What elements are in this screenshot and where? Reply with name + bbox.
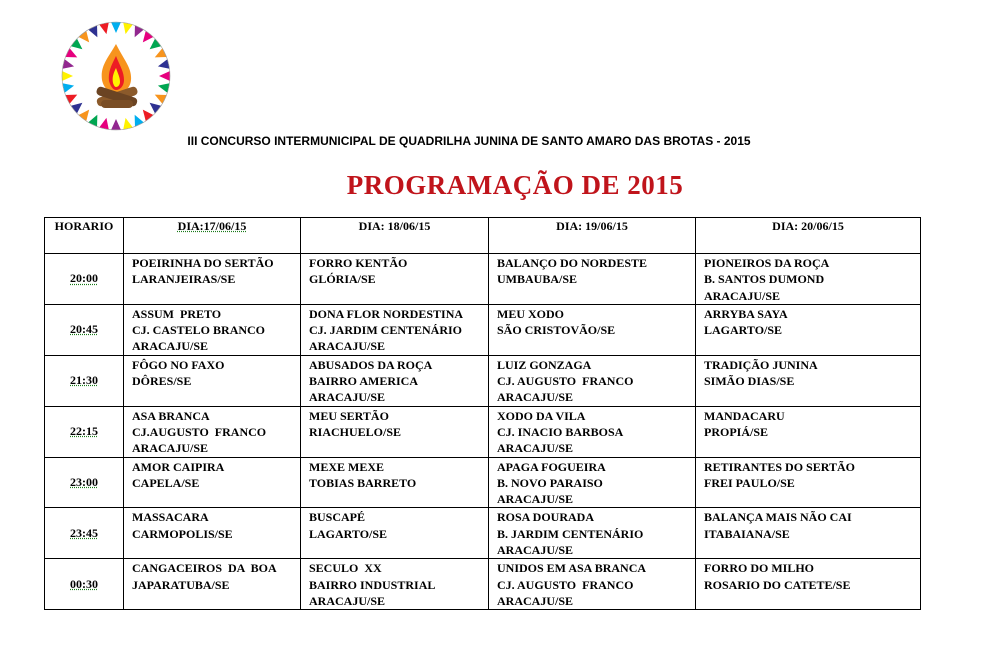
table-row	[45, 559, 921, 610]
group-name: XODO DA VILA	[497, 408, 586, 423]
time-cell	[45, 406, 124, 457]
group-name: SECULO XX	[309, 561, 382, 576]
group-name: MEU SERTÃO	[309, 408, 389, 423]
group-name: LUIZ GONZAGA	[497, 357, 592, 372]
group-location: B. NOVO PARAISO	[497, 475, 603, 490]
group-location: CAPELA/SE	[132, 475, 200, 490]
group-name: APAGA FOGUEIRA	[497, 459, 606, 474]
time-cell	[45, 355, 124, 406]
header-label: DIA: 19/06/15	[556, 219, 628, 233]
group-name: ASSUM PRETO	[132, 306, 222, 321]
quadrilha-cell	[696, 457, 921, 508]
group-location: TOBIAS BARRETO	[309, 475, 417, 490]
quadrilha-cell	[301, 508, 489, 559]
header-day-1	[124, 218, 301, 254]
group-name: FORRO KENTÃO	[309, 256, 408, 270]
header-horario	[45, 218, 124, 254]
group-location: CJ. AUGUSTO FRANCO	[497, 374, 634, 389]
time-cell	[45, 508, 124, 559]
header-label: DIA:17/06/15	[177, 219, 247, 233]
group-name: ARRYBA SAYA	[704, 306, 788, 321]
group-location: RIACHUELO/SE	[309, 424, 402, 439]
group-location: ITABAIANA/SE	[704, 526, 790, 541]
table-row	[45, 355, 921, 406]
quadrilha-cell	[124, 559, 301, 610]
group-location: LAGARTO/SE	[309, 526, 388, 541]
group-location: UMBAUBA/SE	[497, 272, 578, 287]
group-name: FORRO DO MILHO	[704, 561, 814, 576]
group-location: SIMÃO DIAS/SE	[704, 374, 795, 389]
quadrilha-cell	[124, 304, 301, 355]
group-name: ASA BRANCA	[132, 408, 210, 423]
group-location: CJ.AUGUSTO FRANCO	[132, 424, 267, 439]
group-name: TRADIÇÃO JUNINA	[704, 357, 818, 372]
quadrilha-cell	[489, 254, 696, 305]
group-location: ROSARIO DO CATETE/SE	[704, 577, 851, 592]
time-label: 00:30	[70, 576, 98, 591]
group-name: UNIDOS EM ASA BRANCA	[497, 561, 647, 576]
group-location: PROPIÁ/SE	[704, 424, 769, 439]
group-location: LARANJEIRAS/SE	[132, 272, 236, 287]
group-location: ARACAJU/SE	[309, 390, 386, 405]
group-name: BALANÇO DO NORDESTE	[497, 256, 648, 270]
group-location: BAIRRO INDUSTRIAL	[309, 577, 436, 592]
group-name: MEU XODO	[497, 306, 564, 321]
quadrilha-cell	[696, 406, 921, 457]
table-row	[45, 254, 921, 305]
time-label: 21:30	[70, 373, 98, 388]
quadrilha-cell	[124, 508, 301, 559]
group-location: DÔRES/SE	[132, 374, 192, 389]
group-location: ARACAJU/SE	[704, 288, 781, 303]
page-title: PROGRAMAÇÃO DE 2015	[346, 170, 684, 200]
contest-subtitle: III CONCURSO INTERMUNICIPAL DE QUADRILHA JUNINA DE SANTO AMARO DAS BROTAS - 2015	[187, 134, 751, 148]
group-location: ARACAJU/SE	[309, 339, 386, 354]
quadrilha-cell	[489, 304, 696, 355]
group-name: BALANÇA MAIS NÃO CAI	[704, 510, 852, 525]
quadrilha-cell	[301, 304, 489, 355]
quadrilha-cell	[301, 254, 489, 305]
group-location: ARACAJU/SE	[132, 441, 209, 456]
time-cell	[45, 254, 124, 305]
quadrilha-cell	[696, 355, 921, 406]
group-name: MEXE MEXE	[309, 459, 384, 474]
quadrilha-cell	[489, 508, 696, 559]
group-name: MANDACARU	[704, 408, 785, 423]
group-location: ARACAJU/SE	[497, 390, 574, 405]
group-name: FÔGO NO FAXO	[132, 357, 225, 372]
time-label: 20:00	[70, 271, 98, 286]
group-location: GLÓRIA/SE	[309, 272, 376, 287]
group-location: B. SANTOS DUMOND	[704, 272, 825, 287]
quadrilha-cell	[124, 457, 301, 508]
group-location: CJ. CASTELO BRANCO	[132, 323, 266, 338]
group-name: CANGACEIROS DA BOA	[132, 561, 277, 576]
time-cell	[45, 559, 124, 610]
quadrilha-cell	[301, 355, 489, 406]
group-name: RETIRANTES DO SERTÃO	[704, 459, 855, 474]
time-label: 23:45	[70, 525, 98, 540]
header-day-2	[301, 218, 489, 254]
group-location: CJ. INACIO BARBOSA	[497, 424, 624, 439]
table-row	[45, 304, 921, 355]
header-label: HORARIO	[54, 219, 114, 233]
group-location: ARACAJU/SE	[497, 543, 574, 558]
group-location: ARACAJU/SE	[132, 339, 209, 354]
header-label: DIA: 20/06/15	[772, 219, 844, 233]
quadrilha-cell	[124, 355, 301, 406]
quadrilha-cell	[696, 508, 921, 559]
group-name: POEIRINHA DO SERTÃO	[132, 256, 274, 270]
festa-junina-logo	[56, 14, 176, 142]
quadrilha-cell	[301, 457, 489, 508]
group-location: ARACAJU/SE	[497, 441, 574, 456]
time-label: 20:45	[70, 322, 98, 337]
quadrilha-cell	[124, 254, 301, 305]
group-location: ARACAJU/SE	[497, 593, 574, 608]
table-row	[45, 406, 921, 457]
group-name: BUSCAPÉ	[309, 510, 366, 525]
schedule-table	[44, 217, 921, 610]
group-location: CJ. AUGUSTO FRANCO	[497, 577, 634, 592]
table-row	[45, 508, 921, 559]
table-row	[45, 457, 921, 508]
group-location: ARACAJU/SE	[309, 593, 386, 608]
group-location: CJ. JARDIM CENTENÁRIO	[309, 323, 463, 338]
group-location: CARMOPOLIS/SE	[132, 526, 233, 541]
quadrilha-cell	[696, 559, 921, 610]
table-header-row	[45, 218, 921, 254]
group-name: MASSACARA	[132, 510, 209, 525]
group-location: SÃO CRISTOVÃO/SE	[497, 323, 616, 338]
quadrilha-cell	[489, 559, 696, 610]
quadrilha-cell	[696, 304, 921, 355]
header-label: DIA: 18/06/15	[358, 219, 431, 233]
header-day-4	[696, 218, 921, 254]
group-name: ROSA DOURADA	[497, 510, 595, 525]
group-location: BAIRRO AMERICA	[309, 374, 419, 389]
time-cell	[45, 457, 124, 508]
group-name: PIONEIROS DA ROÇA	[704, 256, 830, 270]
time-cell	[45, 304, 124, 355]
quadrilha-cell	[489, 355, 696, 406]
group-name: AMOR CAIPIRA	[132, 459, 225, 474]
quadrilha-cell	[489, 457, 696, 508]
group-location: FREI PAULO/SE	[704, 475, 795, 490]
time-label: 22:15	[70, 424, 98, 439]
quadrilha-cell	[696, 254, 921, 305]
group-name: ABUSADOS DA ROÇA	[309, 357, 433, 372]
group-name: DONA FLOR NORDESTINA	[309, 306, 464, 321]
quadrilha-cell	[301, 559, 489, 610]
time-label: 23:00	[70, 475, 98, 489]
group-location: JAPARATUBA/SE	[132, 577, 230, 592]
group-location: ARACAJU/SE	[497, 492, 574, 507]
header-day-3	[489, 218, 696, 254]
quadrilha-cell	[301, 406, 489, 457]
bonfire-icon	[95, 44, 138, 108]
quadrilha-cell	[124, 406, 301, 457]
group-location: B. JARDIM CENTENÁRIO	[497, 526, 644, 541]
group-location: LAGARTO/SE	[704, 323, 783, 338]
quadrilha-cell	[489, 406, 696, 457]
